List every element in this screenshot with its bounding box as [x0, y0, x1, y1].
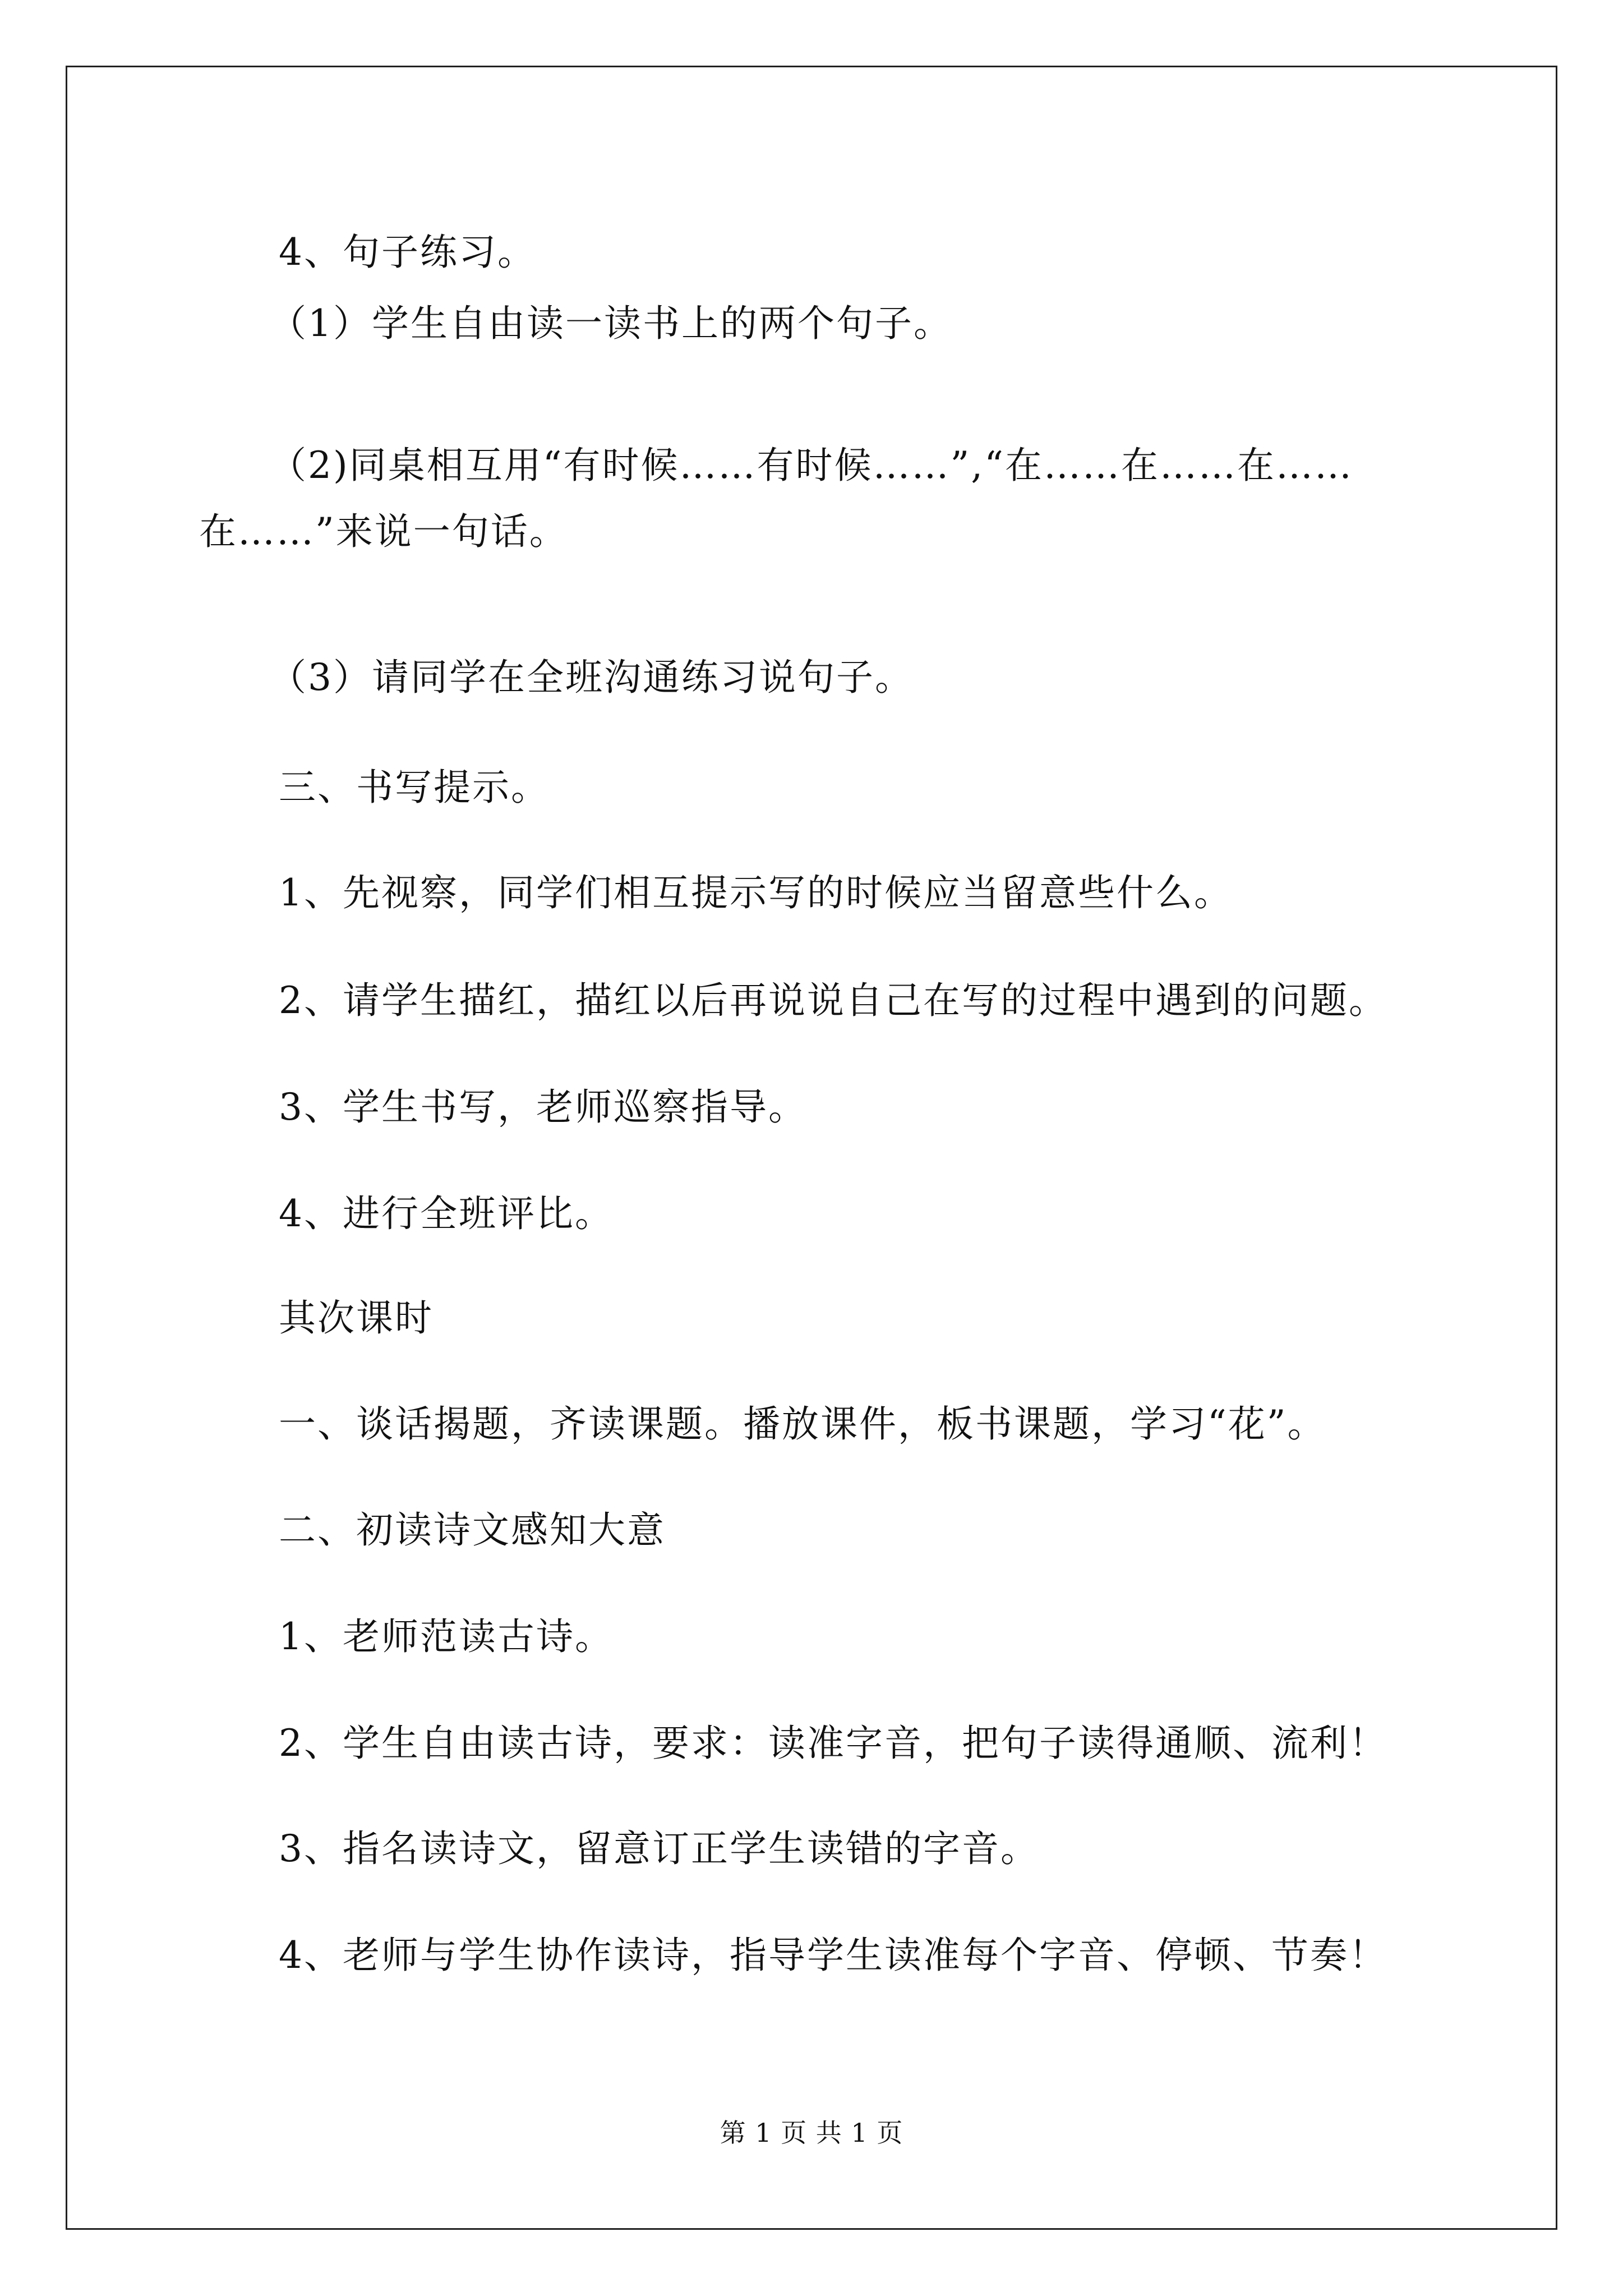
paragraph: 4、进行全班评比。 [279, 1192, 614, 1235]
section-heading: 其次课时 [279, 1296, 434, 1340]
section-heading: 二、初读诗文感知大意 [279, 1508, 666, 1552]
paragraph: 1、老师范读古诗。 [279, 1615, 614, 1658]
paragraph: （3）请同学在全班沟通练习说句子。 [269, 656, 914, 699]
paragraph: （1）学生自由读一读书上的两个句子。 [269, 302, 952, 345]
paragraph: 2、学生自由读古诗，要求：读准字音，把句子读得通顺、流利！ [279, 1722, 1387, 1765]
page-number-footer: 第 1 页 共 1 页 [720, 2118, 903, 2148]
section-heading: 三、书写提示。 [279, 766, 550, 809]
paragraph: （2)同桌相互用“有时候……有时候……”,“在……在……在…… [269, 444, 1353, 487]
paragraph: 一、谈话揭题，齐读课题。播放课件，板书课题，学习“花”。 [279, 1402, 1326, 1446]
paragraph: 3、学生书写，老师巡察指导。 [279, 1085, 807, 1129]
paragraph: 4、句子练习。 [279, 231, 536, 274]
paragraph: 3、指名读诗文，留意订正学生读错的字音。 [279, 1827, 1039, 1870]
paragraph-continuation: 在……”来说一句话。 [199, 510, 568, 553]
paragraph: 2、请学生描红，描红以后再说说自己在写的过程中遇到的问题。 [279, 979, 1387, 1022]
paragraph: 1、先视察，同学们相互提示写的时候应当留意些什么。 [279, 871, 1233, 914]
paragraph: 4、老师与学生协作读诗，指导学生读准每个字音、停顿、节奏！ [279, 1934, 1387, 1977]
